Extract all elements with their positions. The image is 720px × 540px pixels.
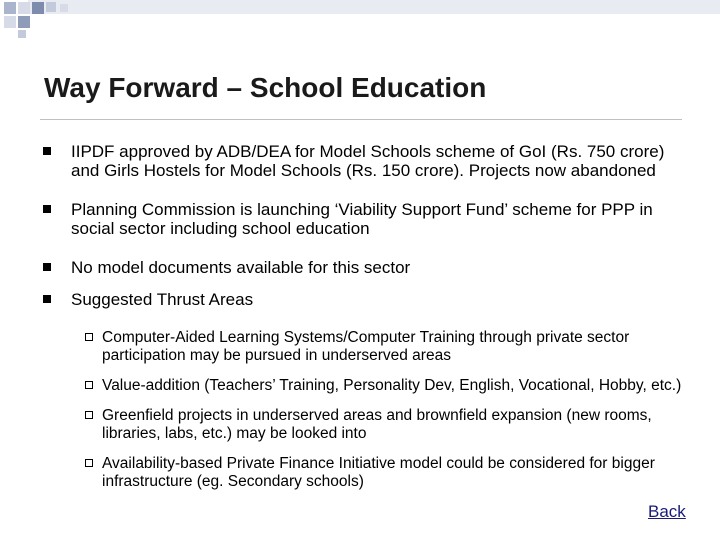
bullet-text: No model documents available for this sector (71, 258, 411, 277)
bullet-item (42, 142, 682, 180)
sub-bullet-text: Availability-based Private Finance Initiative model could be considered for bigger infrastructure (eg. Secondary schools) (102, 455, 655, 490)
bullet-list (42, 142, 682, 491)
bullet-text: IIPDF approved by ADB/DEA for Model Schools scheme of GoI (Rs. 750 crore) and Girls Hostels for Model Schools (Rs. 150 crore). Projects now abandoned (71, 142, 665, 180)
sub-bullet-text: Greenfield projects in underserved areas and brownfield expansion (new rooms, libraries, labs, etc.) may be looked into (102, 407, 652, 442)
bullet-text: Planning Commission is launching ‘Viability Support Fund’ scheme for PPP in social sector including school education (71, 200, 653, 238)
square-bullet-icon (43, 295, 51, 303)
bullet-text: Suggested Thrust Areas (71, 290, 254, 309)
square-bullet-icon (43, 263, 51, 271)
hollow-square-bullet-icon (85, 411, 93, 419)
square-bullet-icon (43, 205, 51, 213)
sub-bullet-text: Computer-Aided Learning Systems/Computer Training through private sector participation may be pursued in underserved areas (102, 329, 630, 364)
sub-bullet-item (42, 455, 682, 491)
title-divider (40, 119, 682, 120)
bullet-item (42, 258, 682, 277)
back-link[interactable]: Back (648, 502, 686, 521)
square-bullet-icon (43, 147, 51, 155)
sub-bullet-list (71, 329, 682, 491)
hollow-square-bullet-icon (85, 459, 93, 467)
bullet-item (42, 290, 682, 491)
sub-bullet-text: Value-addition (Teachers’ Training, Personality Dev, English, Vocational, Hobby, etc.) (102, 377, 682, 394)
hollow-square-bullet-icon (85, 381, 93, 389)
slide-title: Way Forward – School Education (44, 72, 487, 103)
sub-bullet-item (42, 377, 682, 395)
sub-bullet-item (42, 329, 682, 365)
bullet-item (42, 200, 682, 238)
hollow-square-bullet-icon (85, 333, 93, 341)
header-decoration (0, 0, 720, 40)
sub-bullet-item (42, 407, 682, 443)
